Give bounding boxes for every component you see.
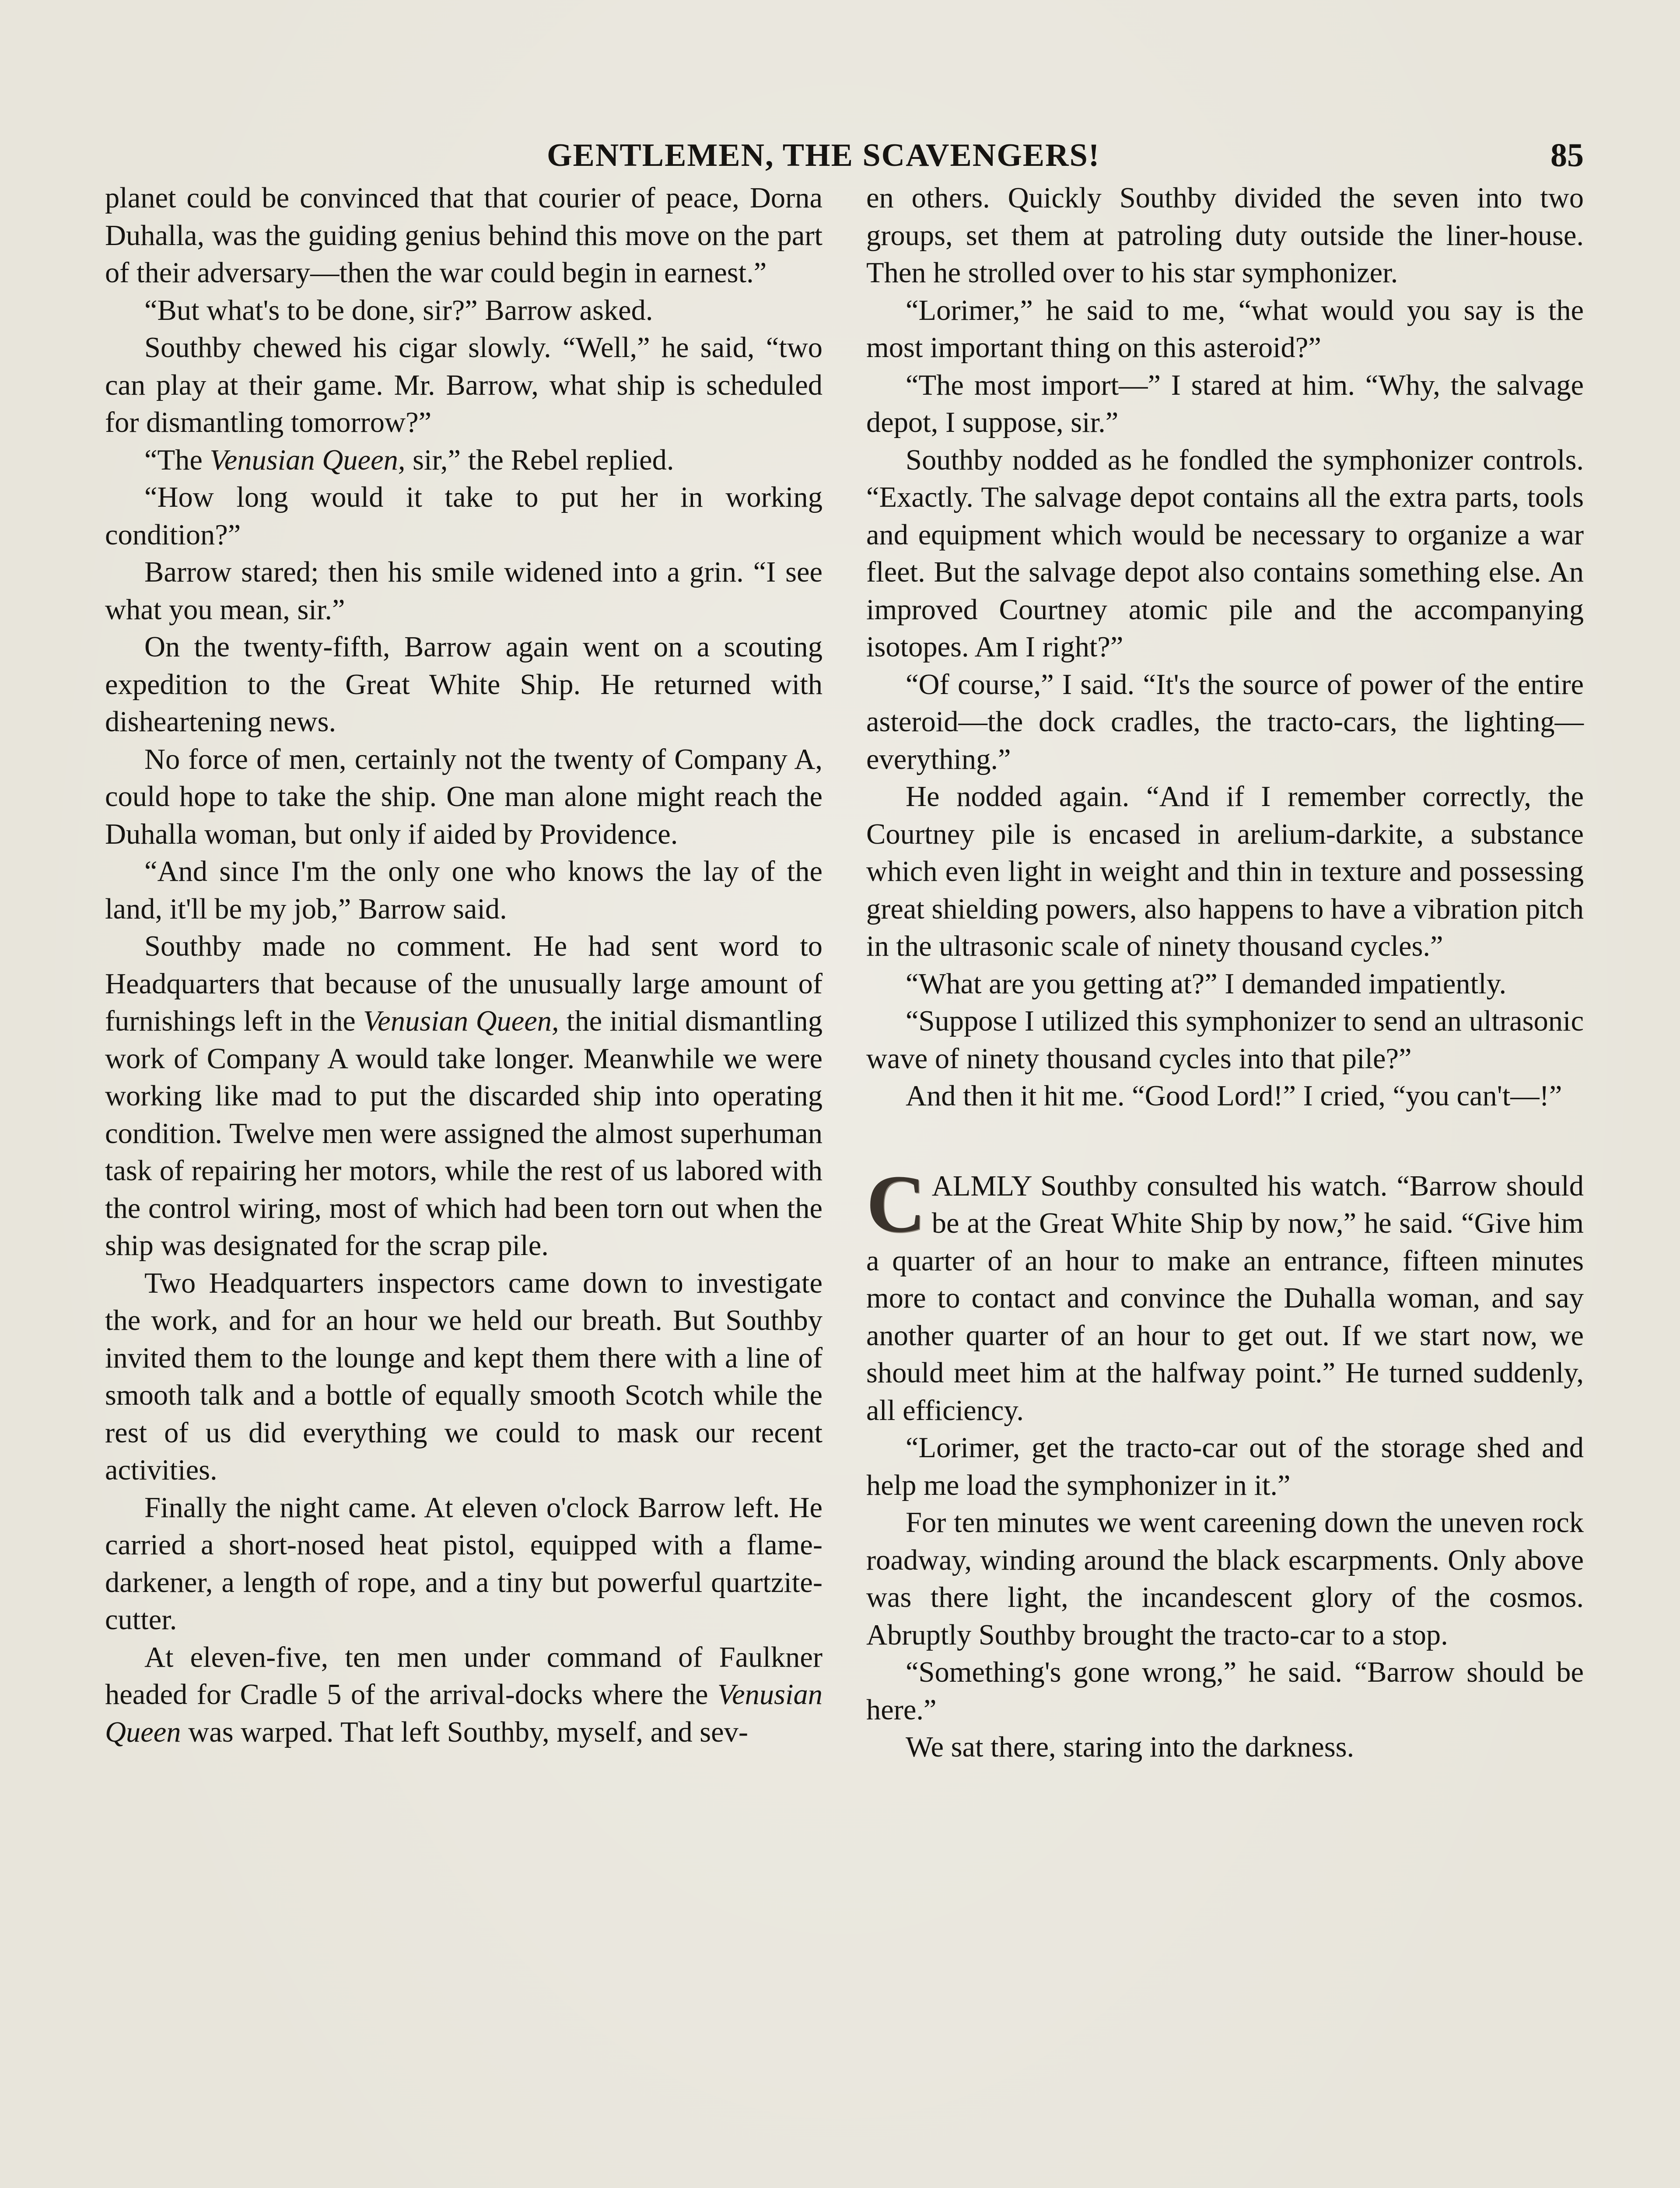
story-title-header: GENTLEMEN, THE SCAVENGERS! bbox=[547, 137, 1100, 173]
paragraph: Two Headquarters inspectors came down to investigate the work, and for an hour we held our breath. But Southby invited them to the lounge and kept them there with a line of smooth talk and a bottle of equally smooth Scotch while the rest of us did everything we could to mask our recent activities. bbox=[105, 1267, 822, 1486]
right-text-column bbox=[866, 179, 1584, 1766]
paragraph: “But what's to be done, sir?” Barrow asked. bbox=[144, 294, 653, 326]
paragraph: “Of course,” I said. “It's the source of power of the entire asteroid—the dock cradles, the tracto-cars, the lighting—everything.” bbox=[866, 668, 1584, 775]
paragraph: For ten minutes we went careening down the uneven rock roadway, winding around the black escarpments. Only above was there light, the incandescent glory of the cosmos. Abruptly Southby brought the tracto-car to a stop. bbox=[866, 1507, 1584, 1651]
paragraph bbox=[105, 928, 822, 1265]
paragraph: “What are you getting at?” I demanded impatiently. bbox=[906, 968, 1507, 1000]
paragraph: On the twenty-fifth, Barrow again went on a scouting expedition to the Great White Ship. He returned with disheartening news. bbox=[105, 631, 822, 738]
page-number: 85 bbox=[1550, 137, 1584, 174]
paragraph: No force of men, certainly not the twenty of Company A, could hope to take the ship. One man alone might reach the Duhalla woman, but only if aided by Providence. bbox=[105, 743, 822, 850]
text-run: “The bbox=[144, 444, 210, 476]
paragraph: “The most import—” I stared at him. “Why, the salvage depot, I suppose, sir.” bbox=[866, 369, 1584, 438]
paragraph: “How long would it take to put her in working condition?” bbox=[105, 481, 822, 551]
text-run: sir,” the Rebel replied. bbox=[405, 444, 674, 476]
paragraph: We sat there, staring into the darkness. bbox=[906, 1731, 1354, 1763]
text-run: was warped. That left Southby, myself, and sev- bbox=[181, 1716, 749, 1748]
text-run: Southby made no comment. He had sent word to Headquarters that because of the unusually large amount of furnishings left in the bbox=[105, 930, 822, 1037]
ship-name: Venusian Queen, bbox=[210, 444, 406, 476]
left-text-column bbox=[105, 179, 822, 1751]
paragraph: planet could be convinced that that courier of peace, Dorna Duhalla, was the guiding genius behind this move on the part of their adversary—then the war could begin in earnest.” bbox=[105, 182, 822, 289]
paragraph bbox=[105, 442, 822, 479]
paragraph: He nodded again. “And if I remember correctly, the Courtney pile is encased in arelium-darkite, a substance which even light in weight and thin in texture and possessing great shielding powers, also happens to have a vibration pitch in the ultrasonic scale of ninety thousand cycles.” bbox=[866, 781, 1584, 962]
running-header bbox=[105, 131, 1584, 179]
text-run: ALMLY Southby consulted his watch. “Barrow should be at the Great White Ship by now,” he said. “Give him a quarter of an hour to make an entrance, fifteen minutes more to contact and convince the Duhalla woman, and say another quarter of an hour to get out. If we start now, we should meet him at the halfway point.” He turned suddenly, all efficiency. bbox=[866, 1170, 1584, 1427]
paragraph: “Something's gone wrong,” he said. “Barrow should be here.” bbox=[866, 1656, 1584, 1726]
paragraph: “Lorimer,” he said to me, “what would you say is the most important thing on this asteroid?” bbox=[866, 294, 1584, 364]
paragraph: en others. Quickly Southby divided the seven into two groups, set them at patroling duty outside the liner-house. Then he strolled over to his star symphonizer. bbox=[866, 182, 1584, 289]
paragraph bbox=[105, 1639, 822, 1751]
paragraph: Southby nodded as he fondled the symphonizer controls. “Exactly. The salvage depot contains all the extra parts, tools and equipment which would be necessary to organize a war fleet. But the salvage depot also contains something else. An improved Courtney atomic pile and the accompanying isotopes. Am I right?” bbox=[866, 444, 1584, 663]
paragraph: Barrow stared; then his smile widened into a grin. “I see what you mean, sir.” bbox=[105, 556, 822, 626]
text-run: the initial dismantling work of Company A would take longer. Meanwhile we were working like mad to put the discarded ship into operating condition. Twelve men were assigned the almost superhuman task of repairing her motors, while the rest of us labored with the control wiring, most of which had been torn out when the ship was designated for the scrap pile. bbox=[105, 1005, 822, 1262]
ship-name: Venusian Queen bbox=[105, 1679, 822, 1748]
drop-cap: C bbox=[866, 1157, 926, 1249]
paragraph: “Suppose I utilized this symphonizer to send an ultrasonic wave of ninety thousand cycles into that pile?” bbox=[866, 1005, 1584, 1075]
ship-name: Venusian Queen, bbox=[363, 1005, 559, 1037]
paragraph: Southby chewed his cigar slowly. “Well,” he said, “two can play at their game. Mr. Barrow, what ship is scheduled for dismantling tomorrow?” bbox=[105, 332, 822, 438]
paragraph: “And since I'm the only one who knows the lay of the land, it'll be my job,” Barrow said. bbox=[105, 856, 822, 925]
paragraph: Finally the night came. At eleven o'clock Barrow left. He carried a short-nosed heat pistol, equipped with a flame-darkener, a length of rope, and a tiny but powerful quartzite-cutter. bbox=[105, 1491, 822, 1636]
paragraph bbox=[866, 1157, 1584, 1430]
section-break bbox=[866, 1115, 1584, 1168]
paragraph: And then it hit me. “Good Lord!” I cried, “you can't—!” bbox=[906, 1080, 1562, 1112]
text-run: At eleven-five, ten men under command of Faulkner headed for Cradle 5 of the arrival-docks where the bbox=[105, 1641, 822, 1711]
paragraph: “Lorimer, get the tracto-car out of the storage shed and help me load the symphonizer in it.” bbox=[866, 1432, 1584, 1501]
